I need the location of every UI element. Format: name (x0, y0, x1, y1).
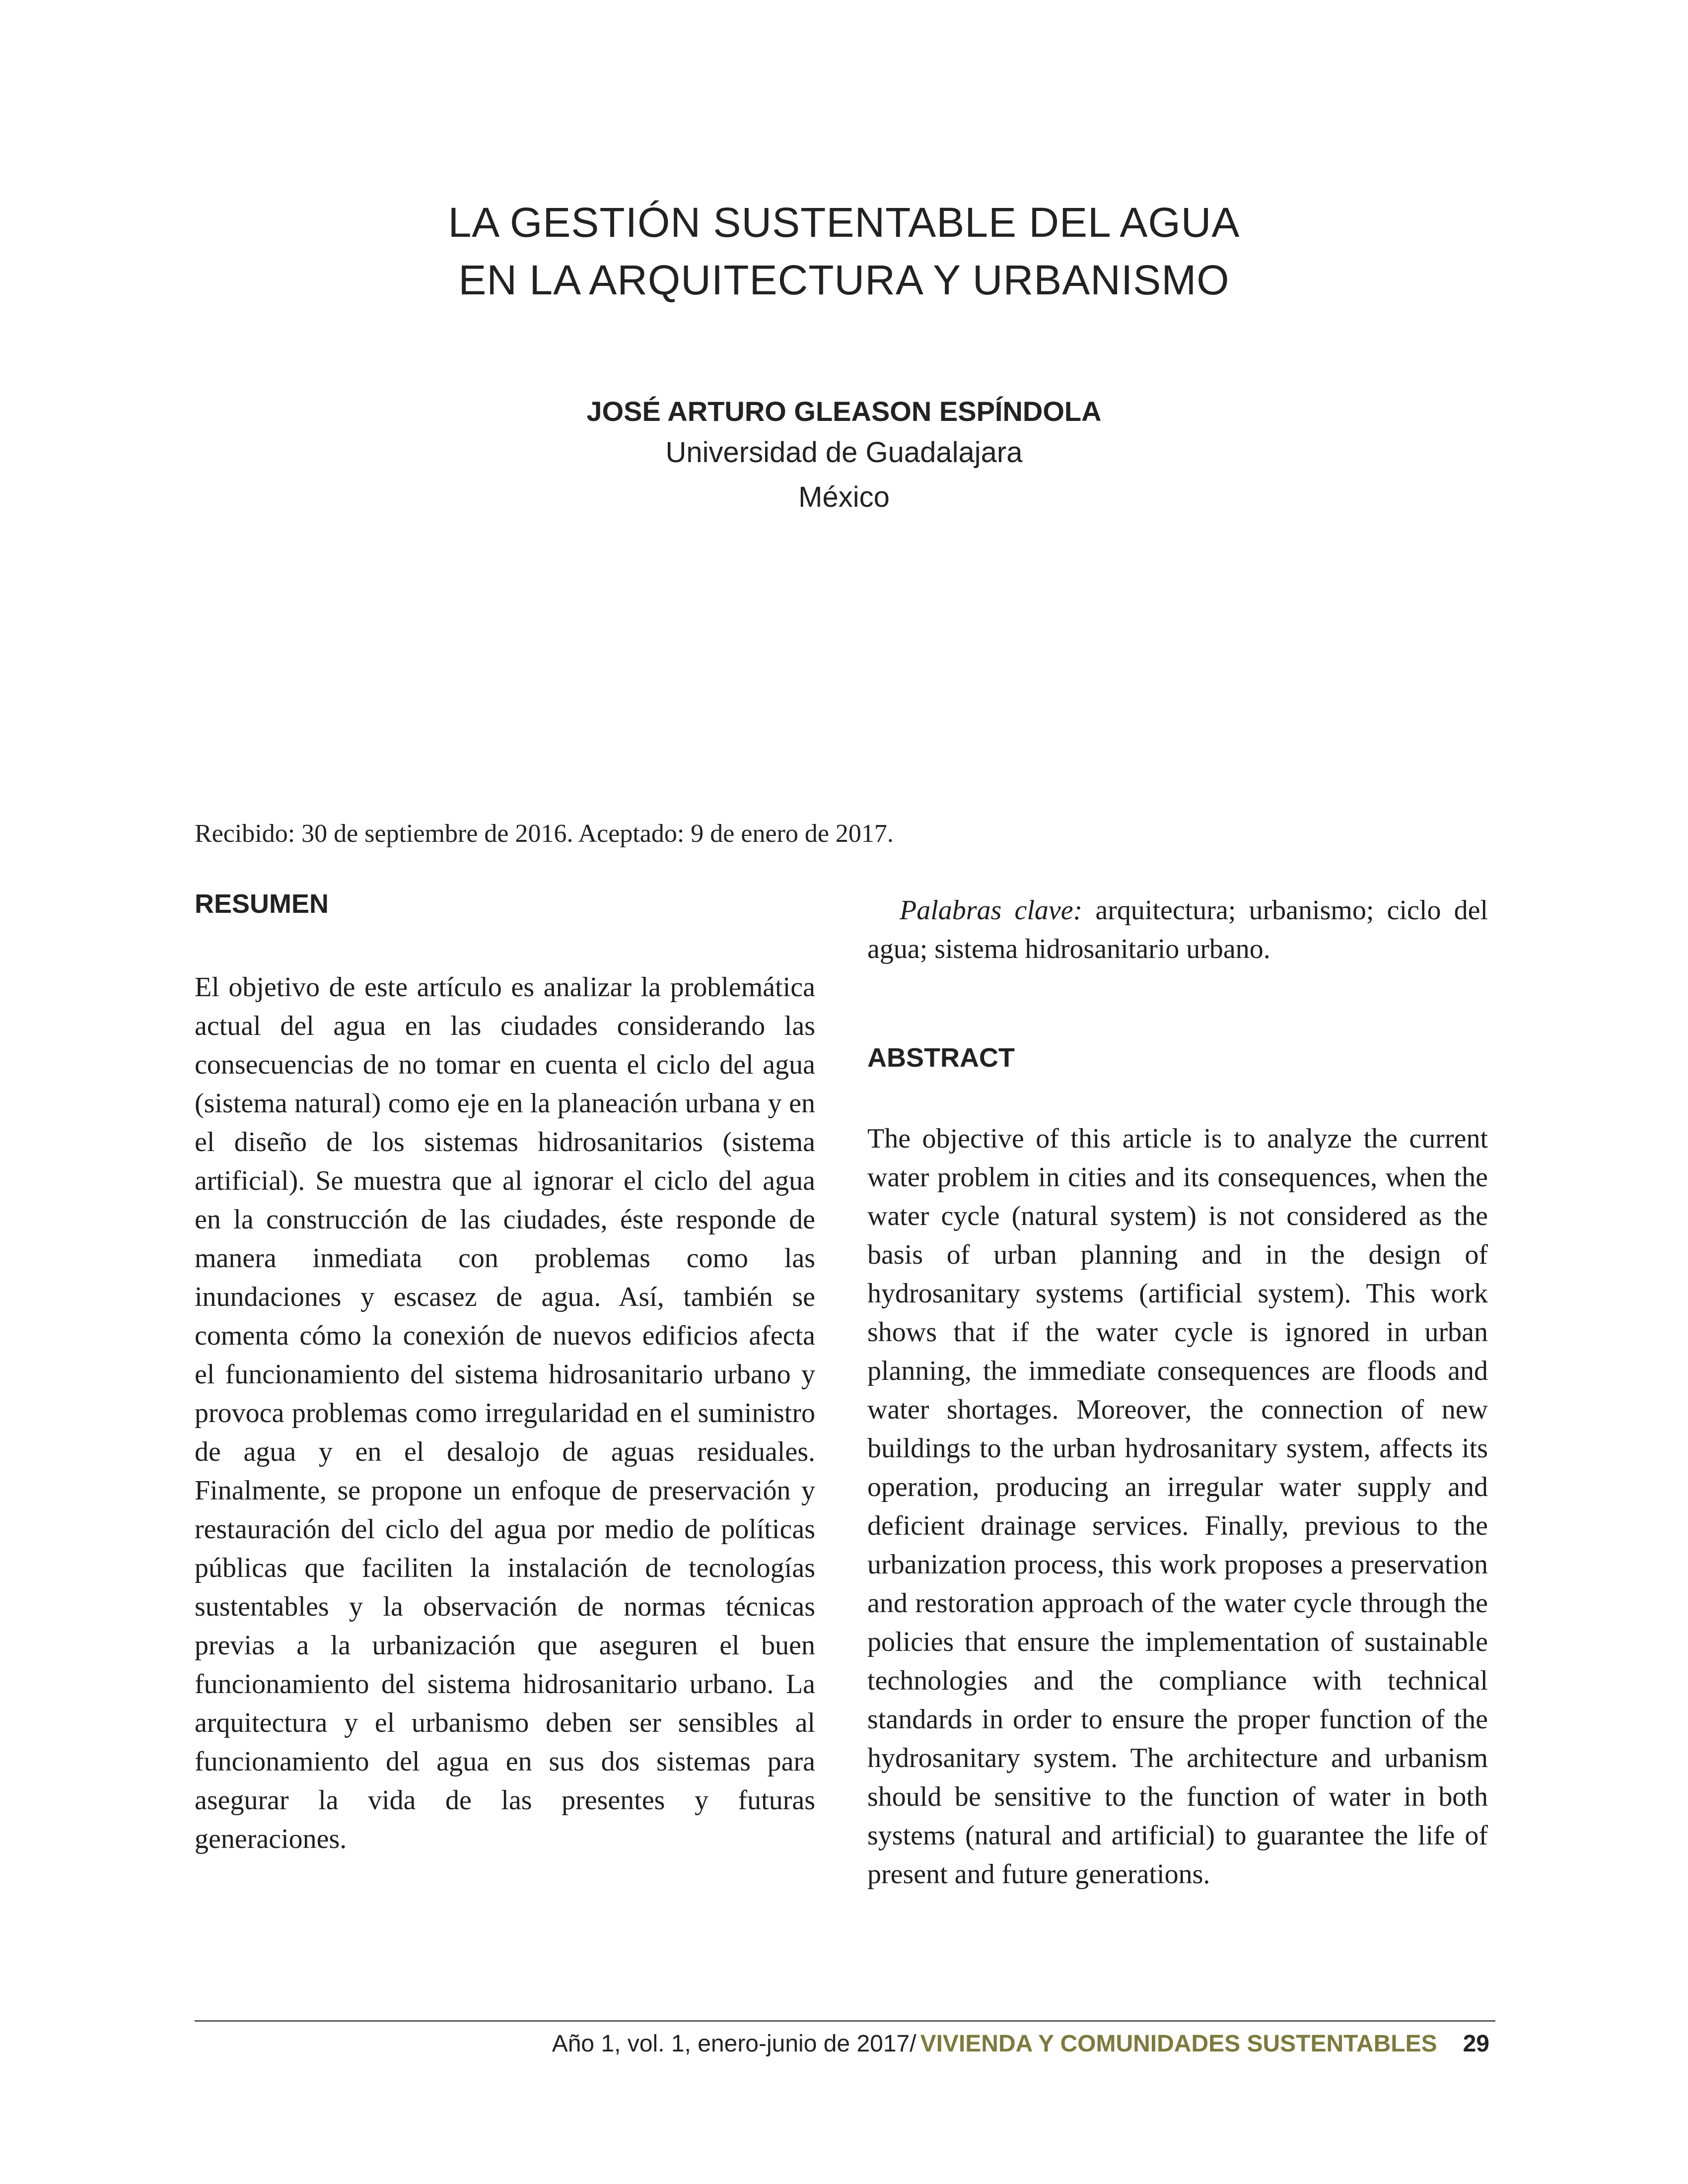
received-accepted-dates: Recibido: 30 de septiembre de 2016. Aceptado: 9 de enero de 2017. (195, 819, 894, 848)
page-footer (552, 2030, 1489, 2057)
footer-journal-name: VIVIENDA Y COMUNIDADES SUSTENTABLES (920, 2031, 1437, 2057)
keywords-section (867, 891, 1488, 968)
title-line-1: LA GESTIÓN SUSTENTABLE DEL AGUA (448, 199, 1240, 246)
abstract-body: The objective of this article is to analyze the current water problem in cities and its consequences, when the water cycle (natural system) is not considered as the basis of urban planning and in the design of hydrosanitary systems (artificial system). This work shows that if the water cycle is ignored in urban planning, the immediate consequences are floods and water shortages. Moreover, the connection of new buildings to the urban hydrosanitary system, affects its operation, producing an irregular water supply and deficient drainage services. Finally, previous to the urbanization process, this work proposes a preservation and restoration approach of the water cycle through the policies that ensure the implementation of sustainable technologies and the compliance with technical standards in order to ensure the proper function of the hydrosanitary system. The architecture and urbanism should be sensitive to the function of water in both systems (natural and artificial) to guarantee the life of present and future generations. (867, 1123, 1488, 1890)
abstract-section (867, 1119, 1488, 1894)
abstract-heading: ABSTRACT (867, 1043, 1015, 1073)
page-number: 29 (1463, 2031, 1489, 2057)
author-country: México (798, 481, 890, 513)
article-title (0, 194, 1688, 309)
keywords-label: Palabras clave: (900, 895, 1083, 926)
resumen-heading: RESUMEN (195, 889, 329, 919)
author-affiliation: Universidad de Guadalajara (665, 436, 1023, 469)
resumen-body: El objetivo de este artículo es analizar la problemática actual del agua en las ciudades considerando las consecuencias de no tomar en cuenta el ciclo del agua (sistema natural) como eje en la planeación urbana y en el diseño de los sistemas hidrosanitarios (sistema artificial). Se muestra que al ignorar el ciclo del agua en la construcción de las ciudades, éste responde de manera inmediata con problemas como las inundaciones y escasez de agua. Así, también se comenta cómo la conexión de nuevos edificios afecta el funcionamiento del sistema hidrosanitario urbano y provoca problemas como irregularidad en el suministro de agua y en el desalojo de aguas residuales. Finalmente, se propone un enfoque de preservación y restauración del ciclo del agua por medio de políticas públicas que faciliten la instalación de tecnologías sustentables y la observación de normas técnicas previas a la urbanización que aseguren el buen funcionamiento del sistema hidrosanitario urbano. La arquitectura y el urbanismo deben ser sensibles al funcionamiento del agua en sus dos sistemas para asegurar la vida de las presentes y futuras generaciones. (195, 972, 815, 1854)
resumen-section (195, 968, 815, 1858)
keywords-text: arquitectura; urbanismo; ciclo del agua; sistema hidrosanitario urbano. (867, 895, 1488, 964)
keywords-paragraph (867, 891, 1488, 968)
author-name: JOSÉ ARTURO GLEASON ESPÍNDOLA (586, 396, 1102, 427)
footer-divider (195, 2020, 1495, 2022)
footer-issue: Año 1, vol. 1, enero-junio de 2017/ (552, 2031, 916, 2057)
title-line-2: EN LA ARQUITECTURA Y URBANISMO (458, 257, 1230, 303)
